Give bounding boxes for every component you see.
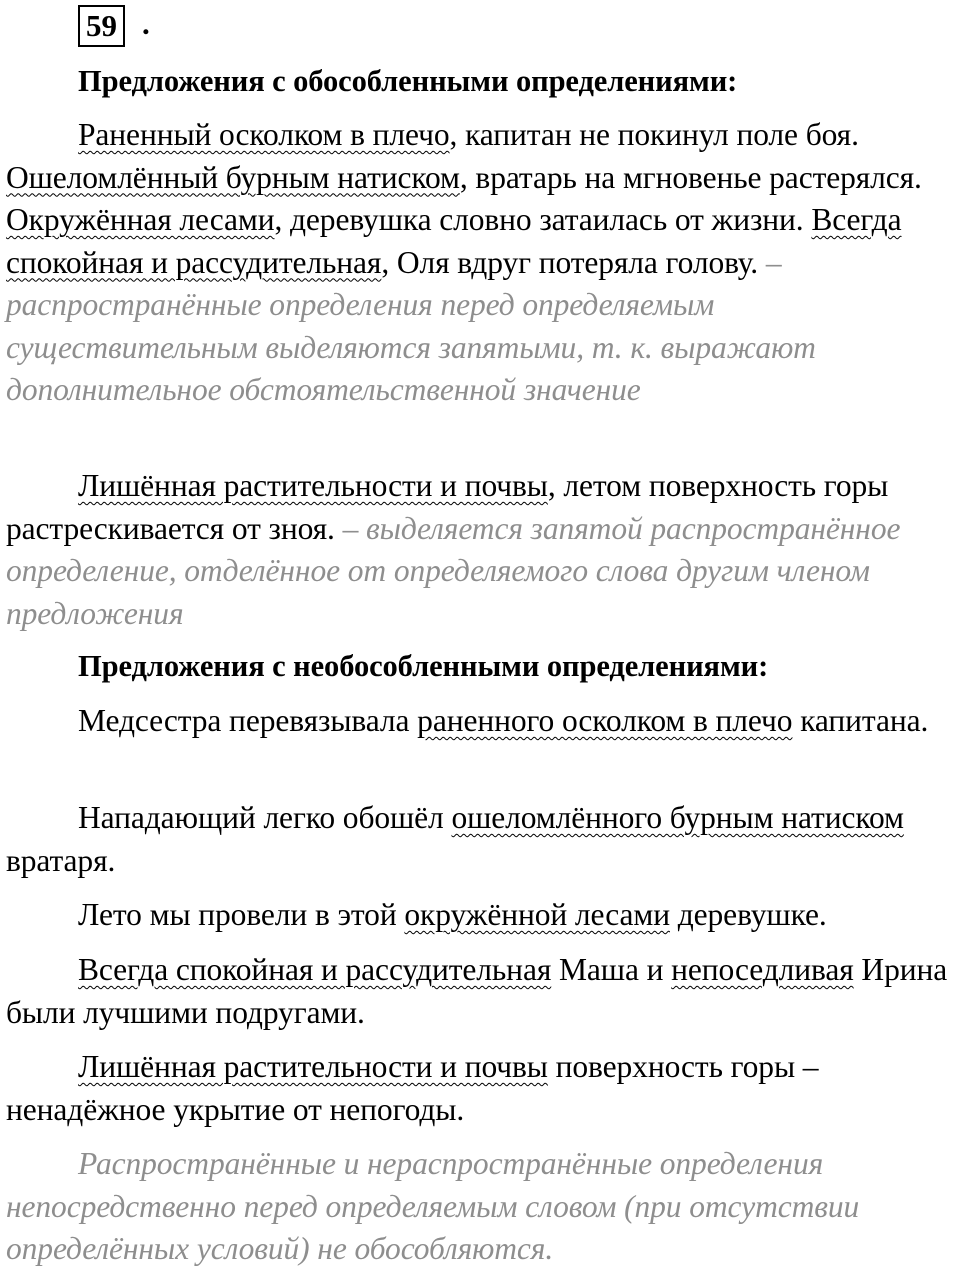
underlined-attribute: Лишённая растительности и почвы xyxy=(78,468,548,503)
section-heading-non-isolated: Предложения с необособленными определениями: xyxy=(78,649,769,683)
explanation-note: – распространённые определения перед определяемым существительным выделяются запятыми, т. к. выражают дополнительное обстоятельственной значение xyxy=(6,244,816,407)
section-heading-isolated: Предложения с обособленными определениями: xyxy=(78,64,738,98)
paragraph-example-forward xyxy=(6,797,958,882)
sentence-text: , капитан не покинул поле боя. xyxy=(449,117,859,152)
sentence-text: , летом поверхность горы растрескивается от зноя. xyxy=(6,468,889,546)
sentence-text: вратаря. xyxy=(6,842,116,878)
paragraph-example-friends xyxy=(6,949,958,1034)
sentence-text: , вратарь на мгновенье растерялся. xyxy=(459,159,922,195)
paragraph-example-mountain xyxy=(6,1046,958,1131)
rule-conclusion-note: Распространённые и нераспространённые определения непосредственно перед определяемым словом (при отсутствии определённых условий) не обособляются. xyxy=(6,1146,860,1266)
underlined-attribute: непоседливая xyxy=(671,952,854,987)
paragraph-separated-attribute xyxy=(6,465,958,635)
paragraph-isolated-examples xyxy=(6,114,958,412)
exercise-number: 59 xyxy=(86,8,117,43)
exercise-number-dot: . xyxy=(142,6,150,41)
explanation-note: – выделяется запятой распространённое определение, отделённое от определяемого слова другим членом предложения xyxy=(6,510,901,631)
sentence-text: , деревушка словно затаилась от жизни. xyxy=(274,202,812,237)
underlined-attribute: раненного осколком в плечо xyxy=(417,703,793,738)
sentence-text: Лето мы провели в этой xyxy=(78,897,405,932)
underlined-attribute: Ошеломлённый бурным натиском xyxy=(6,159,460,195)
sentence-text: Медсестра перевязывала xyxy=(78,703,418,738)
underlined-attribute: Раненный осколком в плечо xyxy=(78,117,450,152)
underlined-attribute: Всегда спокойная и рассудительная xyxy=(78,952,552,987)
sentence-text: Ирина были лучшими подругами. xyxy=(6,952,948,1030)
sentence-text: поверхность горы – ненадёжное укрытие от непогоды. xyxy=(6,1049,819,1127)
sentence-text: деревушке. xyxy=(669,897,827,932)
sentence-text: Нападающий легко обошёл xyxy=(78,800,452,835)
exercise-number-box xyxy=(78,5,125,47)
underlined-attribute: окружённой лесами xyxy=(404,897,670,932)
underlined-attribute: Окружённая лесами xyxy=(6,202,275,237)
underlined-attribute: ошеломлённого бурным натиском xyxy=(451,800,904,835)
paragraph-example-nurse xyxy=(6,700,928,743)
underlined-attribute: Всегда спокойная и рассудительная xyxy=(6,202,902,280)
sentence-text: , Оля вдруг потеряла голову. xyxy=(381,244,766,280)
sentence-text: капитана. xyxy=(792,703,929,738)
underlined-attribute: Лишённая растительности и почвы xyxy=(78,1049,548,1084)
sentence-text: Маша и xyxy=(551,952,672,987)
paragraph-example-summer xyxy=(6,894,827,937)
